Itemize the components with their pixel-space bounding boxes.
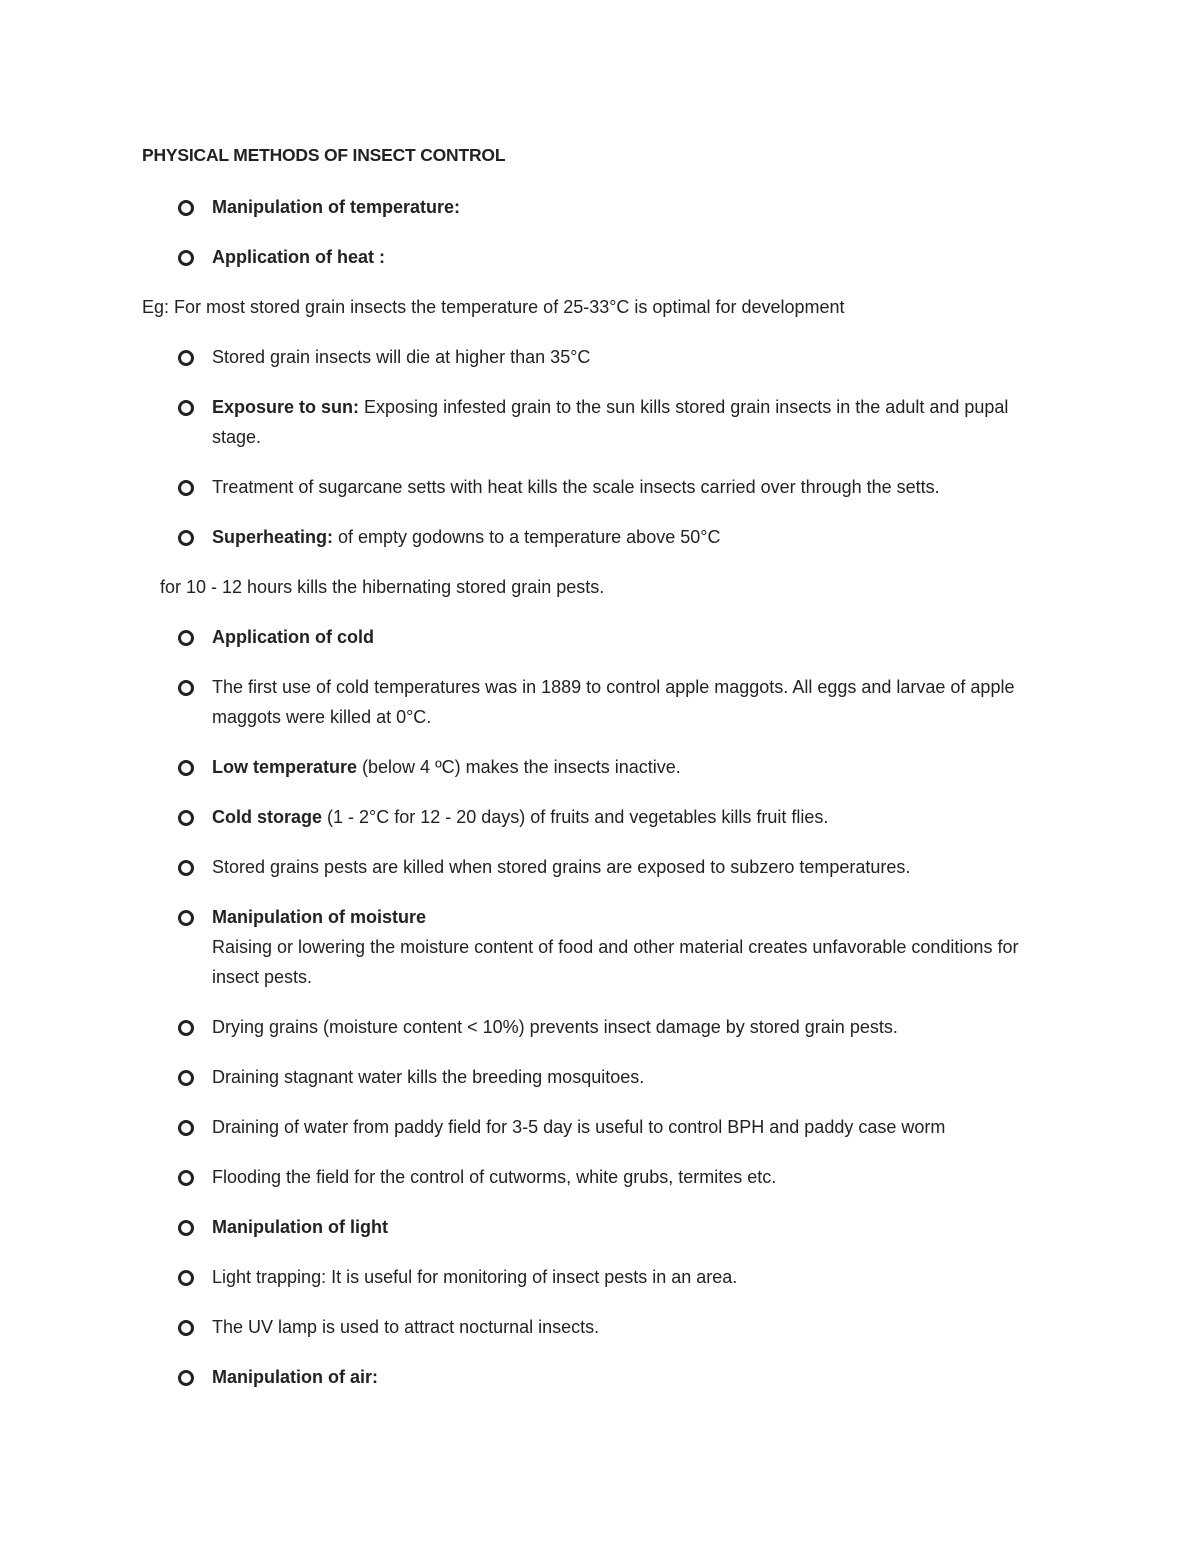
hollow-circle-bullet-icon — [178, 1370, 194, 1386]
item-heading: Manipulation of air: — [212, 1367, 378, 1387]
hollow-circle-bullet-icon — [178, 1220, 194, 1236]
hollow-circle-bullet-icon — [178, 810, 194, 826]
bullet-item — [142, 1312, 1062, 1342]
item-text: Stored grains pests are killed when stored grains are exposed to subzero temperatures. — [212, 857, 911, 877]
hollow-circle-bullet-icon — [178, 630, 194, 646]
hollow-circle-bullet-icon — [178, 400, 194, 416]
item-heading: Application of heat : — [212, 247, 385, 267]
item-heading: Cold storage — [212, 807, 323, 827]
bullet-item — [142, 1162, 1062, 1192]
bullet-item — [142, 672, 1062, 732]
bullet-item — [142, 1012, 1062, 1042]
bullet-item — [142, 852, 1062, 882]
item-text: Treatment of sugarcane setts with heat kills the scale insects carried over through the setts. — [212, 477, 940, 497]
item-heading: Superheating: — [212, 527, 334, 547]
bullet-item — [142, 522, 1062, 552]
item-text: Drying grains (moisture content < 10%) prevents insect damage by stored grain pests. — [212, 1017, 898, 1037]
bullet-item — [142, 392, 1062, 452]
bullet-item — [142, 242, 1062, 272]
bullet-item — [142, 902, 1062, 992]
hollow-circle-bullet-icon — [178, 1120, 194, 1136]
item-text: The UV lamp is used to attract nocturnal insects. — [212, 1317, 600, 1337]
hollow-circle-bullet-icon — [178, 250, 194, 266]
item-text: Draining stagnant water kills the breeding mosquitoes. — [212, 1067, 645, 1087]
hollow-circle-bullet-icon — [178, 1070, 194, 1086]
bullet-item — [142, 1062, 1062, 1092]
bullet-item — [142, 472, 1062, 502]
item-heading: Manipulation of moisture — [212, 907, 426, 927]
hollow-circle-bullet-icon — [178, 480, 194, 496]
hollow-circle-bullet-icon — [178, 860, 194, 876]
item-text: (1 - 2°C for 12 - 20 days) of fruits and vegetables kills fruit flies. — [322, 807, 829, 827]
hollow-circle-bullet-icon — [178, 1020, 194, 1036]
bullet-item — [142, 622, 1062, 652]
paragraph-line: Eg: For most stored grain insects the temperature of 25-33°C is optimal for development — [142, 297, 845, 317]
item-heading: Low temperature — [212, 757, 358, 777]
hollow-circle-bullet-icon — [178, 1170, 194, 1186]
bullet-item — [142, 1212, 1062, 1242]
bullet-item — [142, 752, 1062, 782]
item-text: The first use of cold temperatures was in 1889 to control apple maggots. All eggs and larvae of apple maggots were killed at 0°C. — [212, 677, 1015, 727]
bullet-item — [142, 192, 1062, 222]
hollow-circle-bullet-icon — [178, 760, 194, 776]
bullet-item — [142, 802, 1062, 832]
document-title: PHYSICAL METHODS OF INSECT CONTROL — [142, 145, 506, 165]
item-heading: Manipulation of temperature: — [212, 197, 461, 217]
item-heading: Exposure to sun: — [212, 397, 360, 417]
item-heading: Application of cold — [212, 627, 374, 647]
item-heading: Manipulation of light — [212, 1217, 388, 1237]
item-text: Stored grain insects will die at higher than 35°C — [212, 347, 591, 367]
paragraph-line: for 10 - 12 hours kills the hibernating stored grain pests. — [160, 577, 605, 597]
document-body — [142, 144, 1062, 1412]
document-lines — [142, 192, 1062, 1392]
hollow-circle-bullet-icon — [178, 530, 194, 546]
hollow-circle-bullet-icon — [178, 910, 194, 926]
item-text: (below 4 ºC) makes the insects inactive. — [357, 757, 681, 777]
item-text: Exposing infested grain to the sun kills stored grain insects in the adult and pupal stage. — [212, 397, 1009, 447]
item-text: Draining of water from paddy field for 3-5 day is useful to control BPH and paddy case worm — [212, 1117, 946, 1137]
item-subtext: Raising or lowering the moisture content of food and other material creates unfavorable conditions for insect pests. — [212, 937, 1019, 987]
hollow-circle-bullet-icon — [178, 350, 194, 366]
hollow-circle-bullet-icon — [178, 1320, 194, 1336]
hollow-circle-bullet-icon — [178, 680, 194, 696]
bullet-item — [142, 1112, 1062, 1142]
bullet-item — [142, 1362, 1062, 1392]
hollow-circle-bullet-icon — [178, 200, 194, 216]
bullet-item — [142, 1262, 1062, 1292]
item-text: Flooding the field for the control of cutworms, white grubs, termites etc. — [212, 1167, 777, 1187]
hollow-circle-bullet-icon — [178, 1270, 194, 1286]
item-text: of empty godowns to a temperature above 50°C — [333, 527, 721, 547]
item-text: Light trapping: It is useful for monitoring of insect pests in an area. — [212, 1267, 738, 1287]
bullet-item — [142, 342, 1062, 372]
